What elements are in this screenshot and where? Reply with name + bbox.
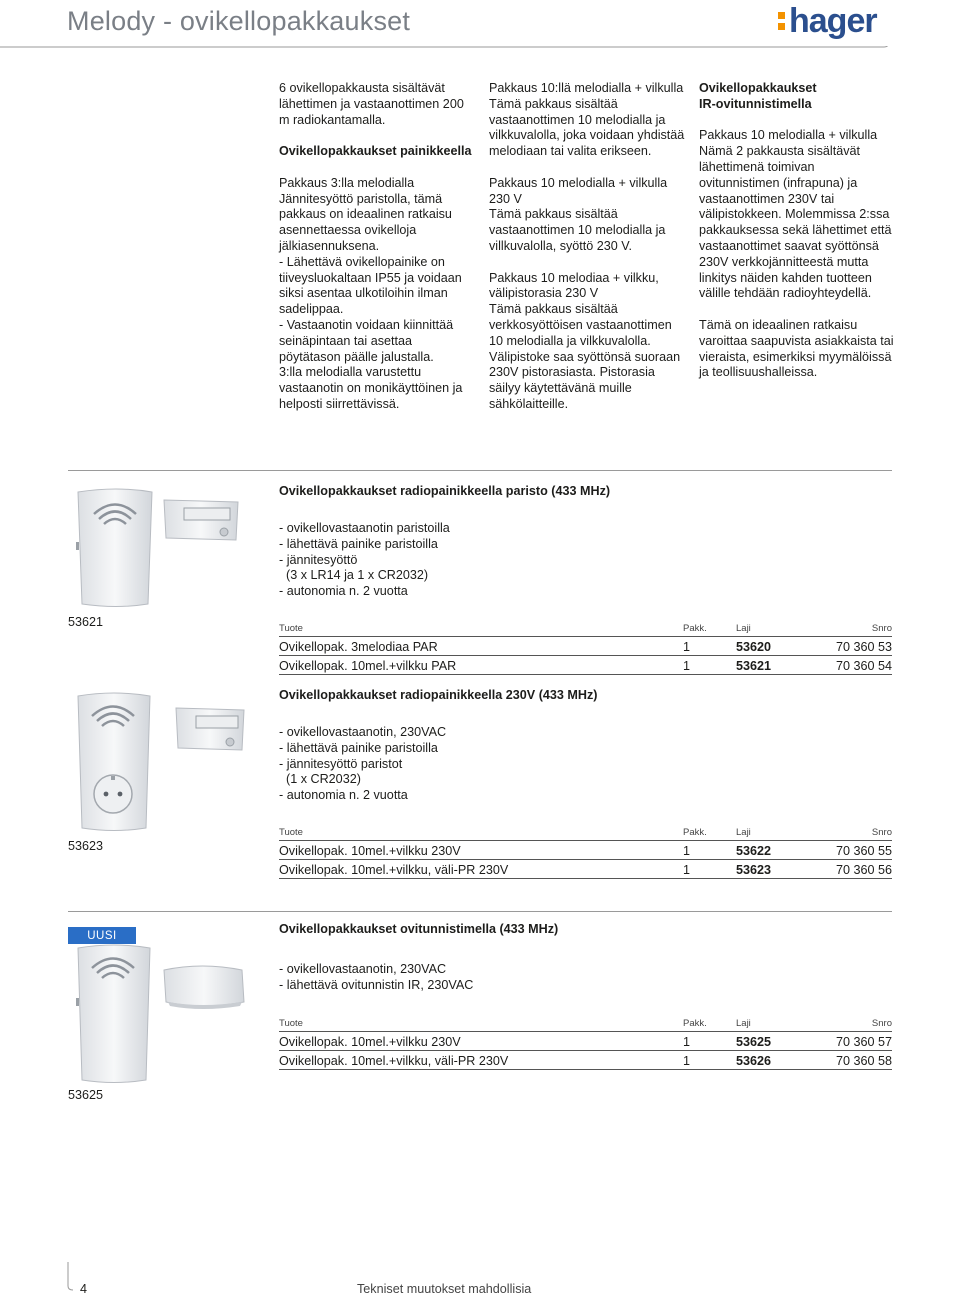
- spec-item: - lähettävä ovitunnistin IR, 230VAC: [279, 977, 474, 992]
- table-row: [279, 860, 892, 879]
- col-header-snro: Snro: [871, 623, 892, 634]
- cell-pakk: 1: [683, 1054, 691, 1068]
- intro-bullet: - Lähettävä ovikellopainike on tiiveysluokaltaan IP55 ja voidaan siksi asentaa ulkotiloihin ilman sadelippaa.: [279, 254, 462, 317]
- plugin-doorbell-kit-image: [72, 692, 272, 834]
- col-header-snro: Snro: [871, 827, 892, 838]
- intro-paragraph-title: Pakkaus 3:lla melodialla: [279, 175, 415, 190]
- spec-item: - autonomia n. 2 vuotta: [279, 788, 408, 803]
- spec-list: [279, 521, 450, 600]
- intro-paragraph: Jännitesyöttö paristolla, tämä pakkaus on ideaalinen ratkaisu asennettaessa ovikelloja jälkiasennuksena.: [279, 191, 452, 253]
- spec-item: (1 x CR2032): [279, 772, 361, 787]
- intro-paragraph-title: Pakkaus 10 melodialla + vilkulla: [699, 128, 878, 143]
- cell-snro: 70 360 55: [835, 844, 892, 858]
- product-table: [279, 621, 892, 675]
- header-rule: [0, 46, 960, 48]
- intro-paragraph: 6 ovikellopakkausta sisältävät lähettimen ja vastaanottimen 200 m radiokantamalla.: [279, 81, 464, 127]
- col-header-pakk: Pakk.: [683, 623, 707, 634]
- col-header-pakk: Pakk.: [683, 1018, 707, 1029]
- intro-paragraph: Tämä pakkaus sisältää vastaanottimen 10 melodialla ja villkuvalolla, syöttö 230 V.: [489, 207, 666, 253]
- spec-item: - ovikellovastaanotin paristoilla: [279, 521, 450, 535]
- ir-sensor-doorbell-kit-image: [72, 944, 272, 1086]
- col-header-laji: Laji: [736, 623, 751, 634]
- table-row: [279, 656, 892, 675]
- cell-laji: 53623: [736, 863, 772, 877]
- intro-paragraph: Tämä on ideaalinen ratkaisu varoittaa saapuvista asiakkaista tai vieraista, esimerkiksi myymälöissä ja teollisuushalleissa.: [699, 317, 894, 380]
- product-table: [279, 1016, 892, 1070]
- cell-laji: 53622: [736, 844, 772, 858]
- section-title: Ovikellopakkaukset radiopainikkeella paristo (433 MHz): [279, 484, 611, 498]
- table-row: [279, 1032, 892, 1051]
- logo-text: hager: [789, 2, 877, 40]
- spec-item: (3 x LR14 ja 1 x CR2032): [279, 568, 429, 583]
- spec-item: - ovikellovastaanotin, 230VAC: [279, 725, 447, 739]
- cell-snro: 70 360 57: [835, 1035, 892, 1049]
- table-header: [279, 621, 892, 637]
- product-reference: 53621: [68, 615, 104, 629]
- cell-pakk: 1: [683, 659, 691, 673]
- section-divider: [68, 470, 892, 471]
- cell-name: Ovikellopak. 10mel.+vilkku 230V: [279, 844, 461, 858]
- table-row: [279, 841, 892, 860]
- intro-paragraph: Tämä pakkaus sisältää vastaanottimen 10 melodialla ja vilkkuvalolla, joka voidaan yhdistää melodiaan tai valita erikseen.: [489, 96, 685, 159]
- product-reference: 53625: [68, 1088, 104, 1102]
- col-header-tuote: Tuote: [279, 827, 303, 838]
- page-title: Melody - ovikellopakkaukset: [67, 6, 411, 36]
- section-subtitle: Ovikellopakkaukset: [699, 81, 817, 95]
- cell-snro: 70 360 56: [835, 863, 892, 877]
- cell-snro: 70 360 58: [835, 1054, 892, 1068]
- product-reference: 53623: [68, 839, 104, 853]
- cell-laji: 53621: [736, 659, 772, 673]
- new-badge: UUSI: [68, 927, 136, 944]
- cell-laji: 53626: [736, 1054, 772, 1068]
- intro-paragraph: Tämä pakkaus sisältää verkkosyöttöisen vastaanottimen 10 melodialla ja vilkkuvalolla. Välipistoke saa syöttönsä suoraan 230V pistorasiasta. Pistorasia säilyy käytettävänä muille sähkölaitteille.: [489, 302, 681, 411]
- cell-pakk: 1: [683, 844, 691, 858]
- spec-item: - autonomia n. 2 vuotta: [279, 584, 408, 599]
- logo-dots-icon: [775, 6, 787, 36]
- intro-bullet: - Vastaanotin voidaan kiinnittää seinäpintaan tai asettaa pöytätason päälle jalustalla.: [279, 317, 454, 364]
- intro-column-3: [699, 81, 894, 397]
- intro-paragraph-title: Pakkaus 10 melodiaa + vilkku, välipistorasia 230 V: [489, 270, 659, 301]
- section-title: Ovikellopakkaukset ovitunnistimella (433 MHz): [279, 922, 559, 936]
- cell-snro: 70 360 53: [835, 640, 892, 654]
- col-header-tuote: Tuote: [279, 1018, 303, 1029]
- footer-note: Tekniset muutokset mahdollisia: [357, 1282, 532, 1295]
- intro-column-2: [489, 81, 685, 413]
- hager-logo: [775, 2, 877, 42]
- spec-item: - jännitesyöttö paristot: [279, 756, 403, 771]
- spec-list: [279, 725, 446, 804]
- cell-name: Ovikellopak. 10mel.+vilkku, väli-PR 230V: [279, 1054, 509, 1068]
- cell-laji: 53625: [736, 1035, 772, 1049]
- cell-name: Ovikellopak. 3melodiaa PAR: [279, 640, 438, 654]
- spec-item: - lähettävä painike paristoilla: [279, 536, 438, 551]
- intro-paragraph: 3:lla melodialla varustettu vastaanotin on monikäyttöinen ja helposti siirrettävissä.: [279, 365, 463, 411]
- col-header-pakk: Pakk.: [683, 827, 707, 838]
- intro-column-1: [279, 81, 474, 413]
- col-header-laji: Laji: [736, 1018, 751, 1029]
- intro-paragraph-title: Pakkaus 10 melodialla + vilkulla 230 V: [489, 175, 668, 206]
- col-header-laji: Laji: [736, 827, 751, 838]
- page-number: 4: [80, 1282, 88, 1295]
- spec-list: [279, 962, 473, 994]
- section-subtitle: Ovikellopakkaukset painikkeella: [279, 144, 472, 159]
- cell-snro: 70 360 54: [835, 659, 892, 673]
- spec-item: - ovikellovastaanotin, 230VAC: [279, 962, 447, 976]
- table-header: [279, 1016, 892, 1032]
- table-row: [279, 1051, 892, 1070]
- cell-pakk: 1: [683, 863, 691, 877]
- table-header: [279, 825, 892, 841]
- product-table: [279, 825, 892, 879]
- spec-item: - jännitesyöttö: [279, 552, 358, 567]
- cell-name: Ovikellopak. 10mel.+vilkku, väli-PR 230V: [279, 863, 509, 877]
- col-header-tuote: Tuote: [279, 623, 303, 634]
- intro-paragraph: Nämä 2 pakkausta sisältävät lähettimenä toimivan ovitunnistimen (infrapuna) ja vastaanottimen 230V tai välipistokkeen. Molemmissa 2:ssa pakkauksessa sekä lähettimet että vastaanottimet saavat syöttönsä 230V verkkojännitteestä mutta linkitys näiden kahden tuotteen välille tehdään radioyhteydellä.: [699, 144, 892, 301]
- cell-name: Ovikellopak. 10mel.+vilkku 230V: [279, 1035, 461, 1049]
- battery-doorbell-kit-image: [72, 488, 272, 610]
- intro-paragraph-title: Pakkaus 10:llä melodialla + vilkulla: [489, 81, 684, 95]
- cell-pakk: 1: [683, 1035, 691, 1049]
- cell-name: Ovikellopak. 10mel.+vilkku PAR: [279, 659, 457, 673]
- section-subtitle: IR-ovitunnistimella: [699, 96, 812, 111]
- cell-laji: 53620: [736, 640, 772, 654]
- table-row: [279, 637, 892, 656]
- section-divider: [68, 911, 892, 912]
- cell-pakk: 1: [683, 640, 691, 654]
- section-title: Ovikellopakkaukset radiopainikkeella 230V (433 MHz): [279, 688, 598, 702]
- col-header-snro: Snro: [871, 1018, 892, 1029]
- spec-item: - lähettävä painike paristoilla: [279, 740, 438, 755]
